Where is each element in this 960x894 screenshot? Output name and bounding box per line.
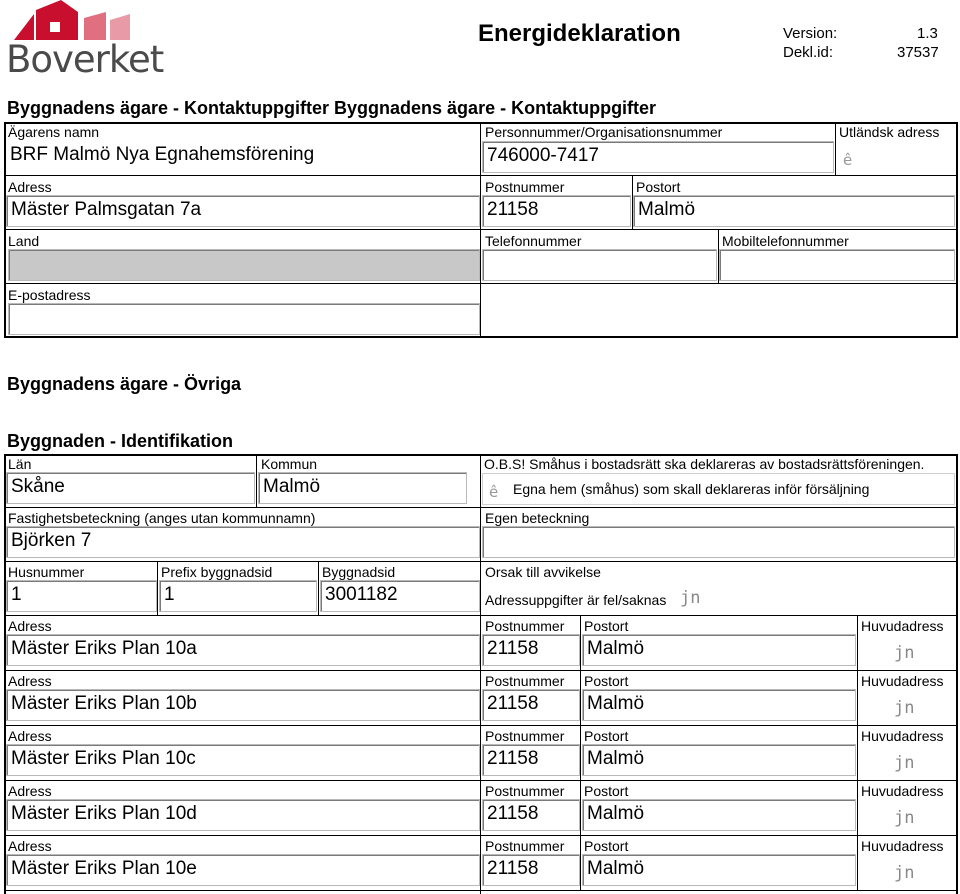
egna-hem-label: Egna hem (småhus) som skall deklareras inför försäljning <box>513 481 870 497</box>
owner-name-label: Ägarens namn <box>8 124 100 140</box>
divider <box>835 122 836 176</box>
byggnadsid-label: Byggnadsid <box>322 564 396 580</box>
address-field[interactable]: Mäster Eriks Plan 10a <box>6 634 480 666</box>
j-checkbox-icon[interactable]: jn <box>680 588 701 608</box>
postort-label: Postort <box>636 179 681 195</box>
divider <box>4 175 958 176</box>
postnr-label: Postnummer <box>485 838 565 854</box>
postort-field[interactable]: Malmö <box>582 744 856 776</box>
postort-field[interactable]: Malmö <box>633 195 955 227</box>
address-field[interactable]: Mäster Eriks Plan 10b <box>6 689 480 721</box>
postort-label: Postort <box>584 783 629 799</box>
address-field[interactable]: Mäster Eriks Plan 10c <box>6 744 480 776</box>
version-value: 1.3 <box>917 25 938 42</box>
divider <box>4 780 958 781</box>
prefix-label: Prefix byggnadsid <box>161 564 273 580</box>
kommun-field[interactable]: Malmö <box>258 472 467 504</box>
postnr-field[interactable]: 21158 <box>482 634 580 666</box>
postort-field[interactable]: Malmö <box>582 689 856 721</box>
divider <box>4 835 958 836</box>
fastighet-field[interactable]: Björken 7 <box>6 526 480 558</box>
postort-label: Postort <box>584 673 629 689</box>
divider <box>580 671 581 726</box>
divider <box>580 726 581 781</box>
lan-field[interactable]: Skåne <box>6 472 255 504</box>
byggnadsid-field[interactable]: 3001182 <box>320 580 480 612</box>
main-address-label: Huvudadress <box>861 783 944 799</box>
divider <box>4 507 958 508</box>
main-address-label: Huvudadress <box>861 838 944 854</box>
kommun-label: Kommun <box>261 456 318 472</box>
divider <box>480 454 481 894</box>
divider <box>857 616 858 671</box>
postnr-field[interactable]: 21158 <box>482 854 580 886</box>
deklid-label: Dekl.id: <box>783 44 834 61</box>
husnr-label: Husnummer <box>8 564 85 580</box>
divider <box>857 836 858 891</box>
egen-beteckning-field[interactable] <box>482 526 955 558</box>
main-address-label: Huvudadress <box>861 728 944 744</box>
divider <box>4 670 958 671</box>
postort-field[interactable]: Malmö <box>582 854 856 886</box>
owner-name-field[interactable]: BRF Malmö Nya Egnahemsförening <box>6 141 480 173</box>
phone-field[interactable] <box>482 249 717 281</box>
postnr-field[interactable]: 21158 <box>482 689 580 721</box>
address-label: Adress <box>8 618 52 634</box>
postnr-field[interactable]: 21158 <box>482 195 631 227</box>
page-title: Energideklaration <box>478 20 681 47</box>
main-address-label: Huvudadress <box>861 618 944 634</box>
husnr-field[interactable]: 1 <box>6 580 157 612</box>
address-field[interactable]: Mäster Eriks Plan 10e <box>6 854 480 886</box>
orgnr-label: Personnummer/Organisationsnummer <box>485 124 723 140</box>
postort-label: Postort <box>584 618 629 634</box>
divider <box>857 671 858 726</box>
checkbox-icon[interactable]: ê <box>843 151 853 169</box>
divider <box>480 122 481 338</box>
divider <box>580 616 581 671</box>
postnr-label: Postnummer <box>485 673 565 689</box>
divider <box>4 229 958 230</box>
orgnr-field[interactable]: 746000-7417 <box>482 141 834 173</box>
obs-note: O.B.S! Småhus i bostadsrätt ska deklareras av bostadsrättsföreningen. <box>484 456 925 472</box>
deklid-value: 37537 <box>897 44 939 61</box>
fastighet-label: Fastighetsbeteckning (anges utan kommunnamn) <box>8 510 316 526</box>
divider <box>256 454 257 507</box>
address-label: Adress <box>8 179 52 195</box>
version-label: Version: <box>783 25 838 42</box>
j-checkbox-icon[interactable]: jn <box>894 863 915 883</box>
divider <box>4 561 958 562</box>
divider <box>857 781 858 836</box>
address-field[interactable]: Mäster Palmsgatan 7a <box>6 195 480 227</box>
postort-label: Postort <box>584 838 629 854</box>
divider <box>580 836 581 891</box>
divider <box>4 283 958 284</box>
checkbox-icon[interactable]: ê <box>489 483 499 501</box>
divider <box>157 561 158 615</box>
address-label: Adress <box>8 728 52 744</box>
identification-heading: Byggnaden - Identifikation <box>7 431 234 451</box>
divider <box>4 615 958 616</box>
postnr-label: Postnummer <box>485 618 565 634</box>
mobile-label: Mobiltelefonnummer <box>722 233 849 249</box>
prefix-field[interactable]: 1 <box>159 580 317 612</box>
divider <box>4 890 958 891</box>
j-checkbox-icon[interactable]: jn <box>894 808 915 828</box>
divider <box>4 725 958 726</box>
divider <box>318 561 319 615</box>
land-label: Land <box>8 233 40 249</box>
foreign-address-label: Utländsk adress <box>839 124 940 140</box>
postort-label: Postort <box>584 728 629 744</box>
postnr-label: Postnummer <box>485 728 565 744</box>
divider <box>956 122 958 338</box>
main-address-label: Huvudadress <box>861 673 944 689</box>
email-field[interactable] <box>8 303 480 335</box>
divider <box>857 726 858 781</box>
egna-hem-field <box>482 473 955 505</box>
j-checkbox-icon[interactable]: jn <box>894 643 915 663</box>
other-owners-heading: Byggnadens ägare - Övriga <box>7 374 242 394</box>
mobile-field[interactable] <box>719 249 955 281</box>
lan-label: Län <box>8 456 32 472</box>
address-label: Adress <box>8 673 52 689</box>
address-label: Adress <box>8 838 52 854</box>
egen-beteckning-label: Egen beteckning <box>485 510 590 526</box>
email-label: E-postadress <box>8 287 91 303</box>
orsak-label: Orsak till avvikelse <box>485 564 601 580</box>
divider <box>4 122 958 124</box>
orsak-value: Adressuppgifter är fel/saknas <box>485 592 667 608</box>
divider <box>956 454 958 894</box>
postnr-field[interactable]: 21158 <box>482 799 580 831</box>
logo-text: Boverket <box>6 38 164 81</box>
postnr-label: Postnummer <box>485 179 565 195</box>
divider <box>580 781 581 836</box>
postort-field[interactable]: Malmö <box>582 799 856 831</box>
land-field[interactable] <box>8 249 480 281</box>
postnr-label: Postnummer <box>485 783 565 799</box>
address-label: Adress <box>8 783 52 799</box>
j-checkbox-icon[interactable]: jn <box>894 753 915 773</box>
divider <box>4 336 958 338</box>
j-checkbox-icon[interactable]: jn <box>894 698 915 718</box>
phone-label: Telefonnummer <box>485 233 582 249</box>
postort-field[interactable]: Malmö <box>582 634 856 666</box>
postnr-field[interactable]: 21158 <box>482 744 580 776</box>
boverket-logo <box>6 0 164 81</box>
address-field[interactable]: Mäster Eriks Plan 10d <box>6 799 480 831</box>
owner-heading: Byggnadens ägare - Kontaktuppgifter Byggnadens ägare - Kontaktuppgifter <box>7 98 657 118</box>
